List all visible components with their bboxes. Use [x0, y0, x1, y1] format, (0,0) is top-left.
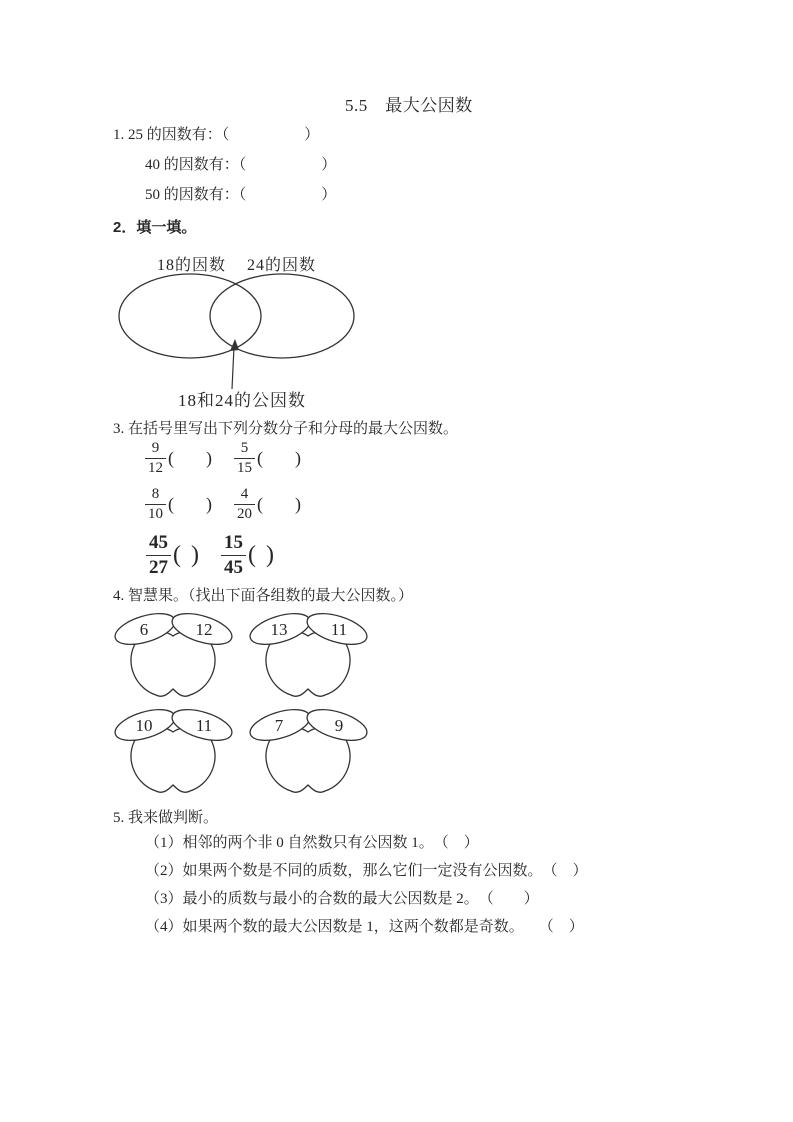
q5-item-1: （1）相邻的两个非 0 自然数只有公因数 1。 （ ） [145, 835, 479, 851]
venn-diagram [110, 250, 368, 412]
fraction-numerator: 9 [145, 440, 166, 459]
wisdom-fruit-7-9 [247, 702, 372, 794]
q1-line-factors-of-50: 50 的因数有：（ ） [145, 187, 337, 203]
q1-line-factors-of-25: 1. 25 的因数有：（ ） [113, 127, 320, 143]
fraction-row-2 [145, 486, 301, 524]
right-leaf-number: 11 [195, 716, 213, 735]
fraction-row-3 [146, 532, 274, 579]
venn-left-label: 18的因数 [157, 257, 227, 274]
venn-arrowhead [230, 339, 239, 351]
q2-heading: 2．填一填。 [113, 219, 197, 236]
venn-right-label: 24的因数 [247, 257, 317, 274]
left-leaf-number: 7 [274, 716, 284, 735]
answer-paren-close: ) [191, 541, 199, 568]
q5-item-2: （2）如果两个数是不同的质数，那么它们一定没有公因数。 （ ） [145, 863, 588, 879]
q5-heading: 5. 我来做判断。 [113, 810, 219, 826]
wisdom-fruit-13-11 [247, 606, 372, 698]
q5-item-4: （4）如果两个数的最大公因数是 1，这两个数都是奇数。 （ ） [145, 919, 584, 935]
answer-paren-open: ( [168, 448, 174, 469]
venn-left-ellipse [119, 274, 261, 358]
answer-paren-open: ( [257, 448, 263, 469]
fraction-numerator: 8 [145, 486, 166, 505]
venn-arrow-line [232, 347, 234, 389]
right-leaf-number: 11 [330, 620, 348, 639]
fraction-denominator: 27 [149, 556, 168, 578]
fraction-15-45 [221, 532, 246, 579]
fraction-denominator: 15 [237, 460, 252, 477]
answer-paren-close: ) [295, 494, 301, 515]
left-leaf-number: 13 [270, 620, 288, 639]
fraction-row-1 [145, 440, 301, 478]
fraction-denominator: 20 [237, 506, 252, 523]
fraction-numerator: 5 [234, 440, 255, 459]
answer-paren-close: ) [266, 541, 274, 568]
fraction-numerator: 4 [234, 486, 255, 505]
right-leaf-number: 9 [334, 716, 344, 735]
q5-item-3: （3）最小的质数与最小的合数的最大公因数是 2。 （ ） [145, 891, 539, 907]
fraction-8-10 [145, 486, 166, 524]
fraction-denominator: 10 [148, 506, 163, 523]
q1-line-factors-of-40: 40 的因数有：（ ） [145, 157, 337, 173]
answer-paren-open: ( [168, 494, 174, 515]
q3-heading: 3. 在括号里写出下列分数分子和分母的最大公因数。 [113, 421, 459, 437]
answer-paren-open: ( [257, 494, 263, 515]
fraction-denominator: 45 [224, 556, 243, 578]
answer-paren-close: ) [295, 448, 301, 469]
answer-paren-close: ) [206, 448, 212, 469]
answer-paren-open: ( [173, 541, 181, 568]
page-title: 5.5 最大公因数 [345, 96, 473, 115]
fraction-denominator: 12 [148, 460, 163, 477]
left-leaf-number: 6 [139, 620, 149, 639]
left-leaf-number: 10 [135, 716, 153, 735]
answer-paren-close: ) [206, 494, 212, 515]
right-leaf-number: 12 [195, 620, 213, 639]
fraction-9-12 [145, 440, 166, 478]
fraction-numerator: 15 [221, 532, 246, 556]
q4-heading: 4. 智慧果。（找出下面各组数的最大公因数。） [113, 588, 414, 604]
venn-bottom-label: 18和24的公因数 [178, 391, 306, 410]
venn-right-ellipse [210, 274, 354, 358]
fraction-45-27 [146, 532, 171, 579]
wisdom-fruit-6-12 [112, 606, 237, 698]
answer-paren-open: ( [248, 541, 256, 568]
fraction-4-20 [234, 486, 255, 524]
wisdom-fruit-10-11 [112, 702, 237, 794]
fraction-numerator: 45 [146, 532, 171, 556]
fraction-5-15 [234, 440, 255, 478]
